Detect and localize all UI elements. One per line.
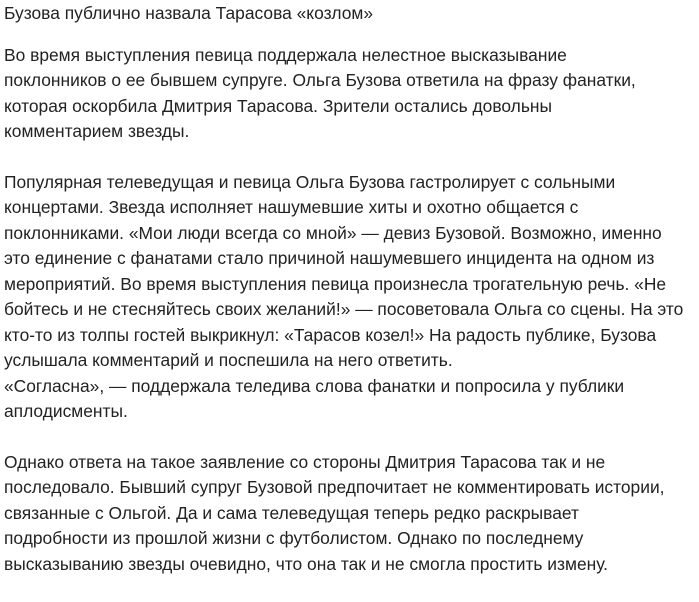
paragraph-line: аплодисменты. bbox=[4, 401, 128, 421]
paragraph-line: комментарием звезды. bbox=[4, 121, 190, 141]
paragraph-line: концертами. Звезда исполняет нашумевшие хиты и охотно общается с bbox=[4, 197, 579, 217]
article-paragraph-2 bbox=[4, 170, 694, 425]
paragraph-line: подробности из прошлой жизни с футболистом. Однако по последнему bbox=[4, 528, 584, 548]
paragraph-line: кто-то из толпы гостей выкрикнул: «Тарасов козел!» На радость публике, Бузова bbox=[4, 324, 657, 345]
paragraph-line: Во время выступления певица поддержала нелестное высказывание bbox=[4, 44, 567, 65]
article-paragraph-1 bbox=[4, 43, 694, 145]
paragraph-line: которая оскорбила Дмитрия Тарасова. Зрители остались довольны bbox=[4, 95, 552, 116]
paragraph-line: «Согласна», — поддержала теледива слова фанатки и попросила у публики bbox=[4, 375, 625, 396]
paragraph-line: мероприятий. Во время выступления певица произнесла трогательную речь. «Не bbox=[4, 273, 667, 294]
paragraph-line: Популярная телеведущая и певица Ольга Бузова гастролирует с сольными bbox=[4, 171, 616, 192]
paragraph-line: высказыванию звезды очевидно, что она так и не смогла простить измену. bbox=[4, 553, 608, 574]
article-paragraph-3 bbox=[4, 450, 694, 578]
paragraph-line: Однако ответа на такое заявление со стороны Дмитрия Тарасова так и не bbox=[4, 451, 606, 472]
paragraph-line: поклонников о ее бывшем супруге. Ольга Бузова ответила на фразу фанатки, bbox=[4, 70, 636, 90]
paragraph-line: поклонниками. «Мои люди всегда со мной» — девиз Бузовой. Возможно, именно bbox=[4, 222, 662, 243]
paragraph-line: последовало. Бывший супруг Бузовой предпочитает не комментировать истории, bbox=[4, 477, 665, 497]
paragraph-line: услышала комментарий и поспешила на него ответить. bbox=[4, 350, 453, 370]
paragraph-line: связанные с Ольгой. Да и сама телеведущая теперь редко раскрывает bbox=[4, 502, 579, 523]
article-title: Бузова публично назвала Тарасова «козлом» bbox=[4, 3, 373, 23]
paragraph-line: это единение с фанатами стало причиной нашумевшего инцидента на одном из bbox=[4, 248, 655, 268]
paragraph-line: бойтесь и не стесняйтесь своих желаний!» — посоветовала Ольга со сцены. На это bbox=[4, 299, 684, 319]
article bbox=[4, 0, 694, 602]
